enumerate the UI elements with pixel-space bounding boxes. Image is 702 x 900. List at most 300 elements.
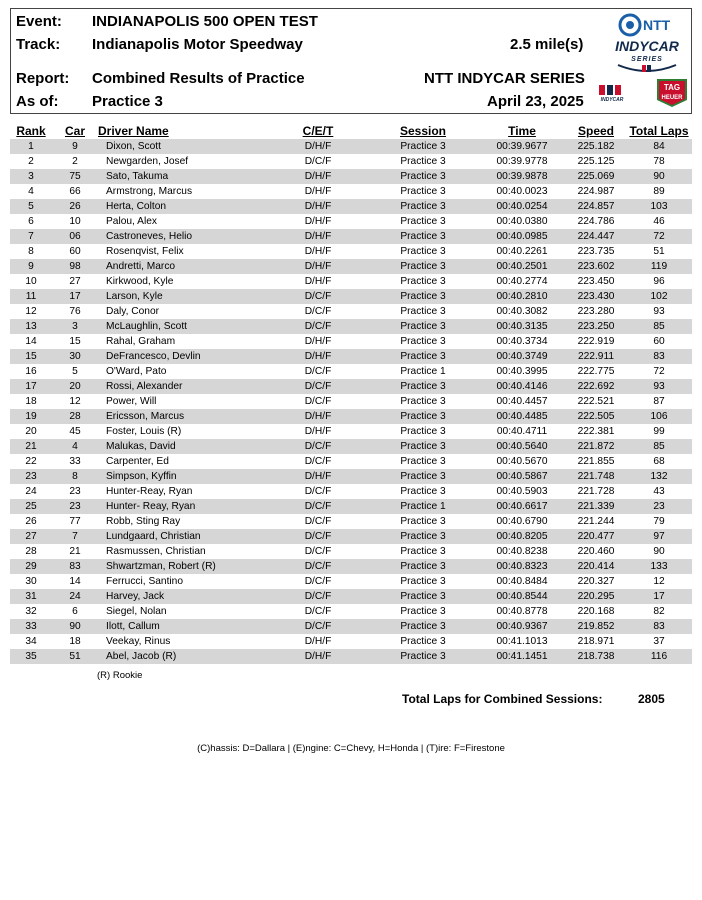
table-row: [10, 514, 692, 529]
cell-speed: 222.919: [577, 336, 615, 347]
cell-time: 00:40.0985: [478, 229, 566, 244]
cell-laps: 23: [626, 499, 692, 514]
cell-car: 8: [52, 469, 98, 484]
table-row: [10, 649, 692, 664]
cell-car: 90: [52, 619, 98, 634]
cell-laps: 82: [653, 606, 665, 617]
cell-driver: Siegel, Nolan: [106, 606, 167, 617]
table-row: [10, 199, 692, 214]
table-row: [10, 634, 692, 649]
cell-rank: 2: [28, 156, 34, 167]
table-row: [10, 529, 692, 544]
cell-laps: 87: [653, 396, 665, 407]
cell-driver: Abel, Jacob (R): [98, 649, 268, 664]
cell-time: 00:40.3749: [478, 349, 566, 364]
cell-session: Practice 3: [368, 589, 478, 604]
table-row: [10, 574, 692, 589]
cell-time: 00:40.4457: [496, 396, 548, 407]
cell-cet: D/C/F: [268, 529, 368, 544]
table-row: [10, 409, 692, 424]
table-row: [10, 619, 692, 634]
cell-driver: Rosenqvist, Felix: [106, 246, 184, 257]
cell-cet: D/H/F: [304, 216, 332, 227]
cell-time: 00:40.5640: [478, 439, 566, 454]
cell-session: Practice 3: [400, 546, 446, 557]
cell-time: 00:40.3135: [478, 319, 566, 334]
cell-time: 00:40.9367: [478, 619, 566, 634]
cell-speed: 222.381: [577, 426, 615, 437]
cell-rank: 34: [25, 636, 37, 647]
cell-rank: 22: [25, 456, 37, 467]
cell-driver: Sato, Takuma: [98, 169, 268, 184]
table-row: [10, 604, 692, 619]
cell-time: 00:40.6617: [478, 499, 566, 514]
cell-laps: 85: [626, 319, 692, 334]
cell-time: 00:40.8544: [478, 589, 566, 604]
cell-driver: Lundgaard, Christian: [98, 529, 268, 544]
table-row: [10, 289, 692, 304]
cell-rank: 21: [10, 439, 52, 454]
cell-speed: 223.430: [566, 289, 626, 304]
cell-laps: 12: [653, 576, 665, 587]
cell-driver: Rahal, Graham: [106, 336, 176, 347]
cell-driver: Palou, Alex: [106, 216, 157, 227]
cell-session: Practice 3: [400, 456, 446, 467]
cell-session: Practice 1: [400, 366, 446, 377]
ntt-indycar-logo: [606, 11, 688, 77]
cell-rank: 27: [10, 529, 52, 544]
cell-car: 27: [69, 276, 81, 287]
col-header-cet: C/E/T: [302, 123, 334, 138]
cell-car: 21: [69, 546, 81, 557]
cell-cet: D/C/F: [304, 156, 332, 167]
cell-rank: 20: [25, 426, 37, 437]
cell-laps: 90: [626, 169, 692, 184]
cell-time: 00:40.2501: [478, 259, 566, 274]
cell-car: 30: [52, 349, 98, 364]
total-laps-label: Total Laps for Combined Sessions:: [402, 692, 603, 706]
cell-car: 23: [52, 499, 98, 514]
cell-rank: 29: [10, 559, 52, 574]
cell-car: 06: [52, 229, 98, 244]
cell-rank: 35: [10, 649, 52, 664]
cell-session: Practice 3: [368, 379, 478, 394]
table-row: [10, 469, 692, 484]
cell-cet: D/H/F: [268, 259, 368, 274]
cell-time: 00:41.1451: [478, 649, 566, 664]
cell-session: Practice 3: [400, 156, 446, 167]
cell-car: 3: [52, 319, 98, 334]
cell-time: 00:40.0380: [496, 216, 548, 227]
table-row: [10, 214, 692, 229]
cell-driver: Ericsson, Marcus: [98, 409, 268, 424]
cell-laps: 89: [653, 186, 665, 197]
cell-car: 24: [52, 589, 98, 604]
cell-time: 00:40.2810: [478, 289, 566, 304]
cell-car: 18: [69, 636, 81, 647]
cell-rank: 25: [10, 499, 52, 514]
cell-rank: 12: [25, 306, 37, 317]
cell-rank: 8: [28, 246, 34, 257]
col-header-driver: Driver Name: [98, 123, 169, 138]
cell-rank: 15: [10, 349, 52, 364]
cell-speed: 220.477: [566, 529, 626, 544]
cell-driver: Hunter- Reay, Ryan: [98, 499, 268, 514]
cell-time: 00:40.8205: [478, 529, 566, 544]
cell-driver: Rossi, Alexander: [98, 379, 268, 394]
cell-speed: 222.911: [566, 349, 626, 364]
cell-cet: D/C/F: [268, 439, 368, 454]
cell-speed: 223.250: [566, 319, 626, 334]
cell-driver: O'Ward, Pato: [106, 366, 167, 377]
cell-speed: 220.414: [566, 559, 626, 574]
report-date: April 23, 2025: [487, 93, 584, 110]
cell-driver: Daly, Conor: [106, 306, 160, 317]
cell-session: Practice 3: [400, 336, 446, 347]
cell-cet: D/C/F: [304, 456, 332, 467]
cell-car: 6: [72, 606, 78, 617]
cell-session: Practice 3: [400, 486, 446, 497]
cell-rank: 11: [10, 289, 52, 304]
table-row: [10, 349, 692, 364]
cell-session: Practice 3: [368, 349, 478, 364]
cell-speed: 224.857: [566, 199, 626, 214]
cell-session: Practice 3: [400, 276, 446, 287]
cell-car: 2: [72, 156, 78, 167]
cell-cet: D/C/F: [268, 319, 368, 334]
cell-speed: 224.987: [577, 186, 615, 197]
cell-session: Practice 3: [400, 516, 446, 527]
table-row: [10, 139, 692, 154]
cell-rank: 31: [10, 589, 52, 604]
cell-cet: D/C/F: [304, 306, 332, 317]
report-value: Combined Results of Practice: [92, 70, 305, 87]
cell-speed: 223.450: [577, 276, 615, 287]
cell-rank: 14: [25, 336, 37, 347]
table-row: [10, 229, 692, 244]
cell-rank: 6: [28, 216, 34, 227]
table-row: [10, 559, 692, 574]
cell-car: 60: [69, 246, 81, 257]
cell-rank: 4: [28, 186, 34, 197]
cell-time: 00:40.4146: [478, 379, 566, 394]
cell-driver: Andretti, Marco: [98, 259, 268, 274]
table-row: [10, 319, 692, 334]
cell-session: Practice 3: [400, 426, 446, 437]
table-row: [10, 499, 692, 514]
cell-driver: Robb, Sting Ray: [106, 516, 181, 527]
cell-laps: 72: [626, 229, 692, 244]
cell-speed: 223.735: [577, 246, 615, 257]
cell-time: 00:40.8484: [496, 576, 548, 587]
asof-value: Practice 3: [92, 93, 163, 110]
cell-session: Practice 3: [368, 289, 478, 304]
cell-driver: Harvey, Jack: [98, 589, 268, 604]
cell-cet: D/H/F: [304, 426, 332, 437]
cell-time: 00:40.4485: [478, 409, 566, 424]
cell-time: 00:41.1013: [496, 636, 548, 647]
cell-driver: Dixon, Scott: [98, 139, 268, 154]
cell-driver: Kirkwood, Kyle: [106, 276, 174, 287]
cell-session: Practice 3: [368, 259, 478, 274]
cell-laps: 132: [626, 469, 692, 484]
cell-rank: 9: [10, 259, 52, 274]
cell-speed: 221.872: [566, 439, 626, 454]
rookie-note: (R) Rookie: [97, 670, 143, 681]
cell-session: Practice 3: [368, 469, 478, 484]
cell-cet: D/H/F: [304, 336, 332, 347]
cell-laps: 90: [653, 546, 665, 557]
cell-laps: 99: [653, 426, 665, 437]
cell-laps: 17: [626, 589, 692, 604]
series-name: NTT INDYCAR SERIES: [424, 70, 585, 87]
cell-car: 23: [69, 486, 81, 497]
cell-time: 00:40.2774: [496, 276, 548, 287]
cell-cet: D/C/F: [304, 396, 332, 407]
cell-speed: 220.168: [577, 606, 615, 617]
cell-speed: 220.295: [566, 589, 626, 604]
cell-car: 75: [52, 169, 98, 184]
cell-laps: 93: [626, 379, 692, 394]
cell-session: Practice 3: [368, 439, 478, 454]
cell-cet: D/H/F: [304, 246, 332, 257]
cell-speed: 218.738: [566, 649, 626, 664]
table-row: [10, 274, 692, 289]
cell-session: Practice 3: [368, 619, 478, 634]
cell-cet: D/H/F: [268, 229, 368, 244]
cell-speed: 220.460: [577, 546, 615, 557]
cell-car: 7: [52, 529, 98, 544]
cell-laps: 93: [653, 306, 665, 317]
col-header-rank: Rank: [16, 123, 46, 138]
cell-rank: 19: [10, 409, 52, 424]
cell-session: Practice 3: [368, 139, 478, 154]
cell-laps: 83: [626, 619, 692, 634]
cell-rank: 28: [25, 546, 37, 557]
cell-time: 00:40.6790: [496, 516, 548, 527]
cell-time: 00:39.9878: [478, 169, 566, 184]
table-row: [10, 334, 692, 349]
cell-car: 4: [52, 439, 98, 454]
table-row: [10, 244, 692, 259]
cell-rank: 23: [10, 469, 52, 484]
svg-text:NTT: NTT: [643, 17, 671, 33]
cell-speed: 222.775: [577, 366, 615, 377]
cell-car: 10: [69, 216, 81, 227]
cell-speed: 219.852: [566, 619, 626, 634]
tag-heuer-logo: [655, 78, 689, 108]
cell-laps: 85: [626, 439, 692, 454]
cell-cet: D/C/F: [304, 366, 332, 377]
cell-laps: 119: [626, 259, 692, 274]
cell-speed: 222.505: [566, 409, 626, 424]
cell-cet: D/C/F: [304, 516, 332, 527]
cell-time: 00:40.4711: [496, 426, 548, 437]
col-header-session: Session: [399, 123, 447, 138]
cell-car: 15: [69, 336, 81, 347]
table-row: [10, 259, 692, 274]
cell-laps: 102: [626, 289, 692, 304]
cell-session: Practice 3: [400, 186, 446, 197]
table-header-row: [10, 122, 692, 139]
cell-rank: 13: [10, 319, 52, 334]
cell-session: Practice 3: [368, 229, 478, 244]
cell-driver: Armstrong, Marcus: [106, 186, 193, 197]
table-row: [10, 184, 692, 199]
cell-laps: 46: [653, 216, 665, 227]
cell-time: 00:40.0254: [478, 199, 566, 214]
cell-speed: 223.280: [577, 306, 615, 317]
svg-text:INDYCAR: INDYCAR: [600, 97, 624, 103]
cell-car: 76: [69, 306, 81, 317]
cell-laps: 106: [626, 409, 692, 424]
cell-time: 00:40.8778: [496, 606, 548, 617]
cell-cet: D/C/F: [268, 499, 368, 514]
cell-session: Practice 3: [368, 199, 478, 214]
table-row: [10, 454, 692, 469]
svg-text:HEUER: HEUER: [661, 95, 683, 101]
cell-speed: 223.602: [566, 259, 626, 274]
cell-car: 77: [69, 516, 81, 527]
cell-driver: Shwartzman, Robert (R): [98, 559, 268, 574]
cell-speed: 225.182: [566, 139, 626, 154]
cell-rank: 18: [25, 396, 37, 407]
cell-rank: 24: [25, 486, 37, 497]
cell-driver: Newgarden, Josef: [106, 156, 189, 167]
cell-speed: 221.855: [577, 456, 615, 467]
cell-cet: D/C/F: [268, 289, 368, 304]
cell-time: 00:40.2261: [496, 246, 548, 257]
cell-driver: Castroneves, Helio: [98, 229, 268, 244]
svg-text:TAG: TAG: [663, 83, 681, 92]
cell-cet: D/H/F: [304, 276, 332, 287]
cell-speed: 221.244: [577, 516, 615, 527]
cell-session: Practice 3: [368, 409, 478, 424]
cell-car: 17: [52, 289, 98, 304]
track-value: Indianapolis Motor Speedway: [92, 36, 303, 53]
indycar-small-logo: [597, 83, 627, 103]
cell-car: 12: [69, 396, 81, 407]
cell-car: 83: [52, 559, 98, 574]
cell-rank: 7: [10, 229, 52, 244]
cell-session: Practice 1: [368, 499, 478, 514]
cell-speed: 221.728: [577, 486, 615, 497]
table-row: [10, 154, 692, 169]
cell-cet: D/H/F: [268, 169, 368, 184]
cell-cet: D/C/F: [268, 559, 368, 574]
table-row: [10, 439, 692, 454]
cell-rank: 33: [10, 619, 52, 634]
event-label: Event:: [16, 13, 62, 30]
cell-rank: 16: [25, 366, 37, 377]
cell-speed: 220.327: [577, 576, 615, 587]
cell-session: Practice 3: [368, 319, 478, 334]
cell-cet: D/H/F: [304, 186, 332, 197]
cell-cet: D/C/F: [304, 486, 332, 497]
cell-car: 45: [69, 426, 81, 437]
cell-driver: Carpenter, Ed: [106, 456, 169, 467]
cell-session: Practice 3: [368, 529, 478, 544]
cell-driver: Herta, Colton: [98, 199, 268, 214]
cell-speed: 224.447: [566, 229, 626, 244]
cell-driver: Hunter-Reay, Ryan: [106, 486, 193, 497]
cell-car: 20: [52, 379, 98, 394]
cell-driver: Foster, Louis (R): [106, 426, 182, 437]
cell-rank: 30: [25, 576, 37, 587]
cell-driver: Ilott, Callum: [98, 619, 268, 634]
cell-rank: 26: [25, 516, 37, 527]
cell-speed: 225.125: [577, 156, 615, 167]
asof-label: As of:: [16, 93, 59, 110]
cell-cet: D/C/F: [304, 576, 332, 587]
cell-cet: D/H/F: [268, 649, 368, 664]
table-row: [10, 394, 692, 409]
cell-laps: 83: [626, 349, 692, 364]
cell-session: Practice 3: [368, 559, 478, 574]
cell-laps: 84: [626, 139, 692, 154]
results-table: [10, 122, 692, 664]
cell-rank: 10: [25, 276, 37, 287]
table-row: [10, 589, 692, 604]
cell-session: Practice 3: [400, 576, 446, 587]
cell-driver: McLaughlin, Scott: [98, 319, 268, 334]
cell-driver: Larson, Kyle: [98, 289, 268, 304]
cell-time: 00:40.5903: [496, 486, 548, 497]
cell-session: Practice 3: [400, 396, 446, 407]
cell-rank: 17: [10, 379, 52, 394]
legend-note: (C)hassis: D=Dallara | (E)ngine: C=Chevy, H=Honda | (T)ire: F=Firestone: [197, 743, 505, 754]
cell-car: 14: [69, 576, 81, 587]
cell-session: Practice 3: [368, 169, 478, 184]
cell-time: 00:40.5670: [496, 456, 548, 467]
cell-speed: 224.786: [577, 216, 615, 227]
cell-time: 00:40.8323: [478, 559, 566, 574]
cell-speed: 222.521: [577, 396, 615, 407]
cell-laps: 68: [653, 456, 665, 467]
cell-laps: 37: [653, 636, 665, 647]
table-row: [10, 484, 692, 499]
cell-cet: D/C/F: [268, 379, 368, 394]
event-value: INDIANAPOLIS 500 OPEN TEST: [92, 13, 318, 30]
svg-text:INDYCAR: INDYCAR: [615, 38, 679, 54]
table-row: [10, 364, 692, 379]
cell-driver: Power, Will: [106, 396, 157, 407]
cell-driver: Veekay, Rinus: [106, 636, 171, 647]
cell-speed: 222.692: [566, 379, 626, 394]
cell-laps: 51: [653, 246, 665, 257]
cell-laps: 103: [626, 199, 692, 214]
table-row: [10, 379, 692, 394]
cell-speed: 225.069: [566, 169, 626, 184]
cell-cet: D/H/F: [268, 469, 368, 484]
cell-driver: DeFrancesco, Devlin: [98, 349, 268, 364]
cell-car: 26: [52, 199, 98, 214]
cell-laps: 60: [653, 336, 665, 347]
cell-cet: D/C/F: [304, 606, 332, 617]
cell-laps: 78: [653, 156, 665, 167]
cell-driver: Rasmussen, Christian: [106, 546, 206, 557]
cell-laps: 133: [626, 559, 692, 574]
cell-session: Practice 3: [400, 306, 446, 317]
cell-car: 98: [52, 259, 98, 274]
total-laps-value: 2805: [638, 692, 665, 706]
cell-car: 5: [72, 366, 78, 377]
track-length: 2.5 mile(s): [510, 36, 584, 53]
cell-car: 9: [52, 139, 98, 154]
cell-time: 00:40.3734: [496, 336, 548, 347]
cell-car: 51: [52, 649, 98, 664]
cell-car: 28: [52, 409, 98, 424]
